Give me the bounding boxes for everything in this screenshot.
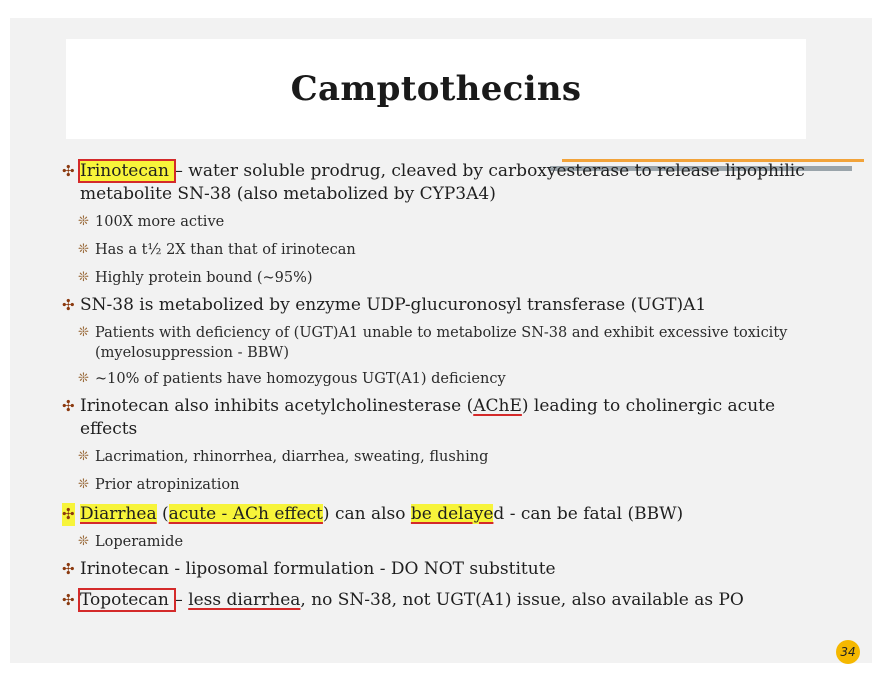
sub-bullet-text: Has a t½ 2X than that of irinotecan <box>95 242 356 258</box>
sub-bullet <box>62 369 822 389</box>
sub-bullet-text: Patients with deficiency of (UGT)A1 unable to metabolize SN-38 and exhibit excessive toxicity (myelosuppression - BBW) <box>95 325 788 361</box>
sub-bullet-icon: ❊ <box>78 214 89 229</box>
annotated-be-delayed: be delaye <box>410 504 494 524</box>
sub-bullet-icon: ❊ <box>78 477 89 492</box>
main-bullet-icon: ✣ <box>62 162 75 180</box>
main-bullet-icon: ✣ <box>62 397 75 415</box>
title-box <box>66 39 806 139</box>
main-bullet-icon: ✣ <box>62 591 75 609</box>
sub-bullet-text: Lacrimation, rhinorrhea, diarrhea, sweating, flushing <box>95 449 489 465</box>
bullet-text: , no SN-38, not UGT(A1) issue, also available as PO <box>300 590 744 610</box>
sub-bullet-icon: ❊ <box>78 534 89 549</box>
sub-bullet <box>62 240 822 260</box>
underlined-ache: AChE <box>473 396 522 416</box>
sub-bullet-icon: ❊ <box>78 325 89 340</box>
bullet-text: – water soluble prodrug, cleaved by carboxyesterase to release lipophilic metabolite SN-38 (also metabolized by CYP3A4) <box>80 161 805 204</box>
bullet-text: ) can also <box>322 504 411 524</box>
bullet-text: SN-38 is metabolized by enzyme UDP-glucuronosyl transferase (UGT)A1 <box>80 295 707 315</box>
bullet-text: Irinotecan also inhibits acetylcholinesterase ( <box>80 396 474 416</box>
underlined-less-diarrhea: less diarrhea <box>188 590 301 610</box>
bullet-text: – <box>174 590 189 610</box>
sub-bullet-text: ~10% of patients have homozygous UGT(A1) deficiency <box>95 371 506 387</box>
sub-bullet-text: Loperamide <box>95 534 184 550</box>
bullet-text: ( <box>156 504 169 524</box>
annotated-diarrhea: Diarrhea <box>80 504 157 524</box>
bullet-ache <box>62 395 822 441</box>
page-number-badge: 34 <box>836 640 860 664</box>
sub-bullet <box>62 447 822 467</box>
sub-bullet <box>62 323 822 363</box>
bullet-liposomal <box>62 558 822 581</box>
bullet-irinotecan <box>62 160 822 206</box>
annotated-irinotecan: Irinotecan <box>80 161 175 181</box>
sub-bullet-icon: ❊ <box>78 449 89 464</box>
sub-bullet-text: Highly protein bound (~95%) <box>95 270 313 286</box>
bullet-sn38 <box>62 294 822 317</box>
slide-content <box>62 160 822 612</box>
main-bullet-icon: ✣ <box>62 296 75 314</box>
sub-bullet-text: Prior atropinization <box>95 477 240 493</box>
sub-bullet <box>62 268 822 288</box>
sub-bullet <box>62 475 822 495</box>
bullet-topotecan <box>62 589 822 612</box>
annotated-topotecan: Topotecan <box>80 590 175 610</box>
bullet-text: d - can be fatal (BBW) <box>493 504 684 524</box>
bullet-diarrhea <box>62 503 822 526</box>
sub-bullet-icon: ❊ <box>78 242 89 257</box>
sub-bullet <box>62 212 822 232</box>
bullet-text: ) leading to cholinergic acute effects <box>80 396 776 439</box>
sub-bullet-text: 100X more active <box>95 214 225 230</box>
sub-bullet-icon: ❊ <box>78 371 89 386</box>
sub-bullet <box>62 532 822 552</box>
main-bullet-icon: ✣ <box>62 560 75 578</box>
sub-bullet-icon: ❊ <box>78 270 89 285</box>
slide-title: Camptothecins <box>290 69 582 109</box>
main-bullet-icon: ✣ <box>62 503 75 526</box>
annotated-acute-ach: acute - ACh effect <box>168 504 323 524</box>
bullet-text: Irinotecan - liposomal formulation - DO NOT substitute <box>80 559 556 579</box>
